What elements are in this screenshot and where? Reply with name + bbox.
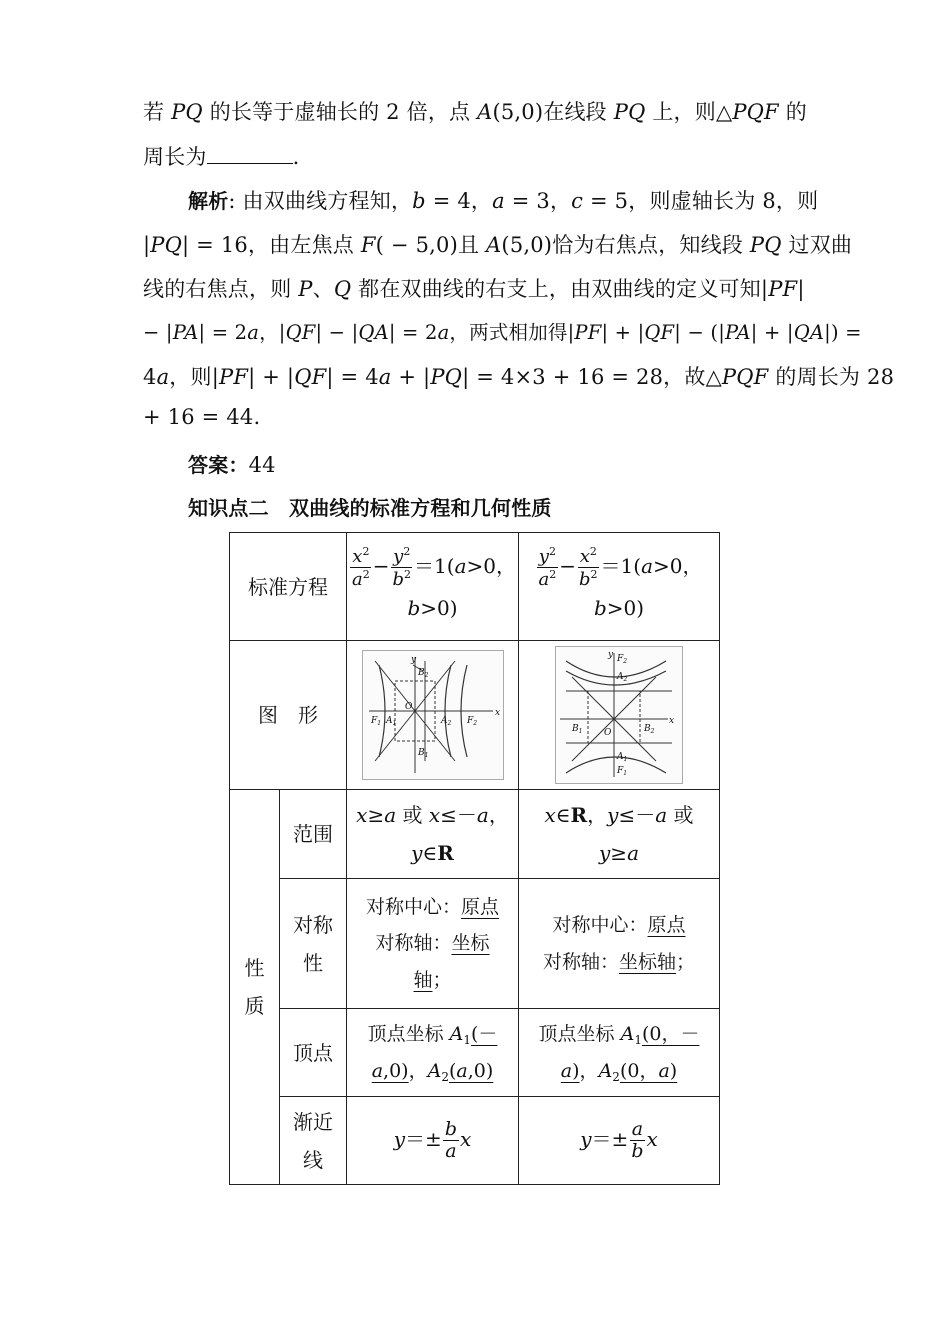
range-y-axis: x∈R，y≤－a 或 y≥a bbox=[519, 790, 720, 879]
label-F2-2: $F_2$ bbox=[617, 654, 628, 665]
hyperbola-property-table bbox=[229, 532, 720, 1185]
axis-y-label-2: y bbox=[608, 650, 614, 660]
label-F1-2: $F_1$ bbox=[617, 766, 628, 777]
row-asymptote bbox=[230, 1097, 720, 1185]
section-title: 知识点二 双曲线的标准方程和几何性质 bbox=[188, 496, 552, 520]
answer-blank bbox=[207, 145, 293, 164]
label-F1: $F_1$ bbox=[370, 716, 381, 727]
label-F2: $F_2$ bbox=[466, 716, 477, 727]
axis-x-label-2: x bbox=[669, 716, 675, 726]
label-graph: 图 形 bbox=[230, 641, 347, 790]
problem-line-1: 若 PQ 的长等于虚轴长的 2 倍，点 A(5,0)在线段 PQ 上，则△PQF 的 bbox=[143, 100, 807, 124]
label-B1: $B_1$ bbox=[417, 748, 428, 759]
symmetry-x-axis: 对称中心：原点 对称轴：坐标 轴； bbox=[347, 879, 519, 1009]
label-range: 范围 bbox=[280, 790, 347, 879]
solution-line-6: + 16 = 44. bbox=[143, 405, 261, 429]
solution-line-3: 线的右焦点，则 P、Q 都在双曲线的右支上，由双曲线的定义可知|PF| bbox=[143, 277, 805, 301]
answer-line: 答案：44 bbox=[188, 453, 276, 477]
asymptote-y-axis: y＝± $\frac{a}{b}$ x bbox=[519, 1097, 720, 1185]
axis-x-label: x bbox=[494, 708, 500, 718]
label-A2: $A_2$ bbox=[440, 716, 451, 727]
solution-line-2: |PQ| = 16，由左焦点 F( − 5,0)且 A(5,0)恰为右焦点，知线段 PQ 过双曲 bbox=[143, 233, 853, 257]
solution-line-5: 4a，则|PF| + |QF| = 4a + |PQ| = 4×3 + 16 = 28，故△PQF 的周长为 28 bbox=[143, 365, 895, 389]
vertex-y-axis: 顶点坐标 $A_1(0$，－ a)，$A_2(0$，a) bbox=[519, 1009, 720, 1097]
hyperbola-x-axis-graph bbox=[362, 650, 504, 780]
label-A1: $A_1$ bbox=[385, 716, 396, 727]
range-x-axis: x≥a 或 x≤－a， y∈R bbox=[347, 790, 519, 879]
row-symmetry bbox=[230, 879, 720, 1009]
symmetry-y-axis: 对称中心：原点 对称轴：坐标轴； bbox=[519, 879, 720, 1009]
graph-y-axis-cell bbox=[519, 641, 720, 790]
equation-y-axis: $\frac{y^2}{a^2}$ − $\frac{x^2}{b^2}$ ＝1(a>0， b>0) bbox=[519, 533, 720, 641]
row-standard-equation bbox=[230, 533, 720, 641]
vertex-x-axis: 顶点坐标 $A_1(-$ a,0)，$A_2(a,0)$ bbox=[347, 1009, 519, 1097]
label-A2-2: $A_2$ bbox=[617, 672, 628, 683]
solution-line-4: − |PA| = 2a，|QF| − |QA| = 2a，两式相加得|PF| + |QF| − (|PA| + |QA|) = bbox=[143, 321, 862, 344]
hyperbola-y-axis-graph bbox=[555, 646, 683, 784]
graph-x-axis-cell bbox=[347, 641, 519, 790]
axis-y-label: y bbox=[410, 655, 416, 665]
label-O: O bbox=[404, 702, 412, 712]
asymptote-x-axis: y＝± $\frac{b}{a}$ x bbox=[347, 1097, 519, 1185]
label-vertex: 顶点 bbox=[280, 1009, 347, 1097]
equation-x-axis: $\frac{x^2}{a^2}$ − $\frac{y^2}{b^2}$ ＝1(a>0， b>0) bbox=[347, 533, 519, 641]
label-B2-2: $B_2$ bbox=[644, 724, 655, 735]
label-symmetry: 对称 性 bbox=[280, 879, 347, 1009]
label-properties: 性 质 bbox=[230, 790, 280, 1185]
label-A1-2: $A_1$ bbox=[617, 752, 628, 763]
label-asymptote: 渐近 线 bbox=[280, 1097, 347, 1185]
label-B2: $B_2$ bbox=[417, 668, 428, 679]
label-standard-equation: 标准方程 bbox=[230, 533, 347, 641]
row-range bbox=[230, 790, 720, 879]
row-vertex bbox=[230, 1009, 720, 1097]
label-O-2: O bbox=[604, 728, 612, 738]
row-graph bbox=[230, 641, 720, 790]
solution-line-1: 解析: 由双曲线方程知，b = 4，a = 3，c = 5，则虚轴长为 8，则 bbox=[188, 189, 819, 213]
label-B1-2: $B_1$ bbox=[572, 724, 583, 735]
problem-line-2: 周长为 . bbox=[143, 145, 300, 169]
